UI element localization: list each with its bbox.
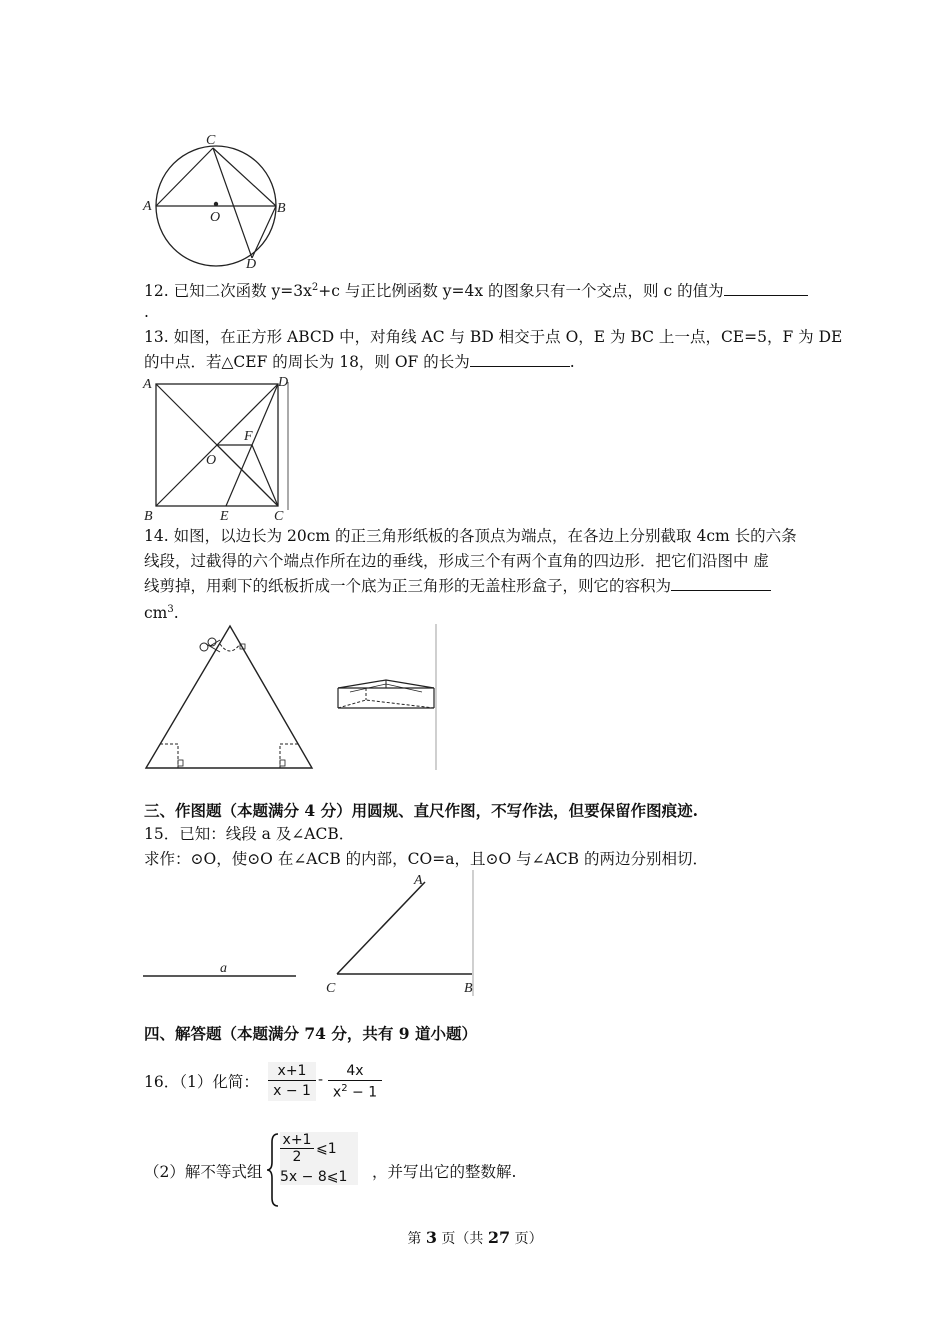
footer-pre: 第 xyxy=(407,1231,426,1247)
box-figure xyxy=(338,680,434,708)
question-16-part1 xyxy=(144,1070,808,1094)
q12-tail: . xyxy=(144,303,149,321)
section-4-title: 四、解答题（本题满分 74 分，共有 9 道小题） xyxy=(144,1024,477,1043)
q13-line1: 13. 如图，在正方形 ABCD 中，对角线 AC 与 BD 相交于点 O，E 为 BC 上一点，CE=5，F 为 DE xyxy=(144,328,843,346)
fraction-1-denominator: x − 1 xyxy=(273,1083,311,1099)
label-segment-a: a xyxy=(220,961,227,976)
label-f: F xyxy=(244,429,253,444)
q15-line2: 求作：⊙O，使⊙O 在∠ACB 的内部，CO=a，且⊙O 与∠ACB 的两边分别相切． xyxy=(144,850,708,868)
equilateral-triangle xyxy=(146,626,312,768)
label-b: B xyxy=(464,981,473,996)
fraction-1-numerator: x+1 xyxy=(268,1062,316,1081)
section-4-heading xyxy=(144,1022,808,1046)
label-c: C xyxy=(274,509,284,524)
top-cut-dashed xyxy=(220,644,240,651)
footer-page-number: 3 xyxy=(425,1228,437,1247)
circle-figure xyxy=(140,128,290,270)
fraction-1 xyxy=(268,1062,316,1101)
inequality-1-fraction xyxy=(280,1132,314,1165)
q12-sup: 2 xyxy=(311,282,319,293)
triangle-box-figure xyxy=(140,622,440,772)
q13-answer-blank[interactable] xyxy=(470,350,570,367)
frac2-den-base: x xyxy=(332,1084,342,1101)
footer-total-pages: 27 xyxy=(487,1228,511,1247)
left-cut-dashed xyxy=(160,744,178,768)
q14-line1: 14. 如图，以边长为 20cm 的正三角形纸板的各顶点为端点，在各边上分别截取 4cm 长的六条 xyxy=(144,527,797,545)
center-dot xyxy=(214,202,218,206)
frac2-den-exp: 2 xyxy=(341,1083,348,1094)
inequality-2: 5x − 8⩽1 xyxy=(280,1169,348,1185)
footer-mid: 页（共 xyxy=(436,1231,488,1247)
q14-line3: 线剪掉，用剩下的纸板折成一个底为正三角形的无盖柱形盒子，则它的容积为 xyxy=(144,577,672,595)
minus-sign: - xyxy=(318,1072,324,1088)
chord-db xyxy=(252,206,276,258)
fraction-2-numerator: 4x xyxy=(328,1062,382,1081)
segment-fc xyxy=(252,445,278,506)
label-c: C xyxy=(326,981,336,996)
q12-answer-blank[interactable] xyxy=(724,279,808,296)
question-13-line2 xyxy=(144,350,808,374)
chord-ca xyxy=(156,148,213,206)
left-right-angle xyxy=(178,760,183,766)
q16-part2-end-line xyxy=(372,1160,516,1184)
label-b: B xyxy=(277,201,286,216)
q13-line2-end: . xyxy=(569,353,575,371)
question-16-part2 xyxy=(144,1160,262,1184)
right-right-angle xyxy=(280,760,285,766)
q14-line2: 线段，过截得的六个端点作所在边的垂线，形成三个有两个直角的四边形．把它们沿图中 虚 xyxy=(144,552,769,570)
question-13-line1 xyxy=(144,325,843,349)
ray-ca xyxy=(337,882,425,974)
section-3-title: 三、作图题（本题满分 4 分）用圆规、直尺作图，不写作法，但要保留作图痕迹. xyxy=(144,801,698,820)
q13-line2: 的中点．若△CEF 的周长为 18，则 OF 的长为 xyxy=(144,353,470,371)
section-3-heading xyxy=(144,799,808,823)
page-footer xyxy=(0,1228,950,1248)
scissors-icon xyxy=(200,638,220,652)
label-a: A xyxy=(143,377,152,392)
square-figure xyxy=(140,372,300,524)
label-c: C xyxy=(206,133,216,148)
q12-suffix: +c 与正比例函数 y=4x 的图象只有一个交点，则 c 的值为 xyxy=(318,282,724,301)
ineq1-relation: ⩽1 xyxy=(316,1140,337,1157)
q15-line1: 15．已知：线段 a 及∠ACB． xyxy=(144,825,355,843)
label-o: O xyxy=(206,453,217,468)
segment-angle-figure xyxy=(140,868,480,998)
label-a: A xyxy=(414,873,423,888)
inequality-system xyxy=(280,1132,358,1185)
fraction-2 xyxy=(328,1062,382,1103)
question-14-line1 xyxy=(144,524,808,548)
q12-tail-line xyxy=(144,300,808,324)
q16-part2-end: ，并写出它的整数解. xyxy=(372,1163,517,1181)
label-o: O xyxy=(210,210,221,225)
footer-post: 页） xyxy=(510,1231,543,1247)
question-14-line2 xyxy=(144,549,808,573)
fraction-2-denominator xyxy=(328,1081,382,1103)
chord-cd xyxy=(213,148,252,258)
chord-cb xyxy=(213,148,276,206)
label-e: E xyxy=(220,509,229,524)
question-14-line3 xyxy=(144,574,808,598)
label-b: B xyxy=(144,509,153,524)
q14-unit: cm xyxy=(144,604,168,623)
q14-unit-sup: 3 xyxy=(167,604,174,615)
inequality-1 xyxy=(280,1132,358,1165)
system-brace xyxy=(266,1132,280,1208)
right-cut-dashed xyxy=(280,744,298,768)
question-15-line1 xyxy=(144,822,808,846)
label-d: D xyxy=(246,257,257,270)
q14-end: . xyxy=(173,604,179,623)
q16-part1: 16．（1）化简： xyxy=(144,1073,259,1091)
q16-part2: （2）解不等式组 xyxy=(144,1163,263,1181)
ineq1-denominator: 2 xyxy=(292,1149,302,1165)
label-a: A xyxy=(143,199,152,214)
q14-answer-blank[interactable] xyxy=(671,574,771,591)
frac2-den-rest: − 1 xyxy=(347,1084,378,1101)
ineq1-numerator: x+1 xyxy=(280,1132,314,1149)
q12-prefix: 12. 已知二次函数 y=3x xyxy=(144,282,312,301)
label-d: D xyxy=(278,375,289,390)
